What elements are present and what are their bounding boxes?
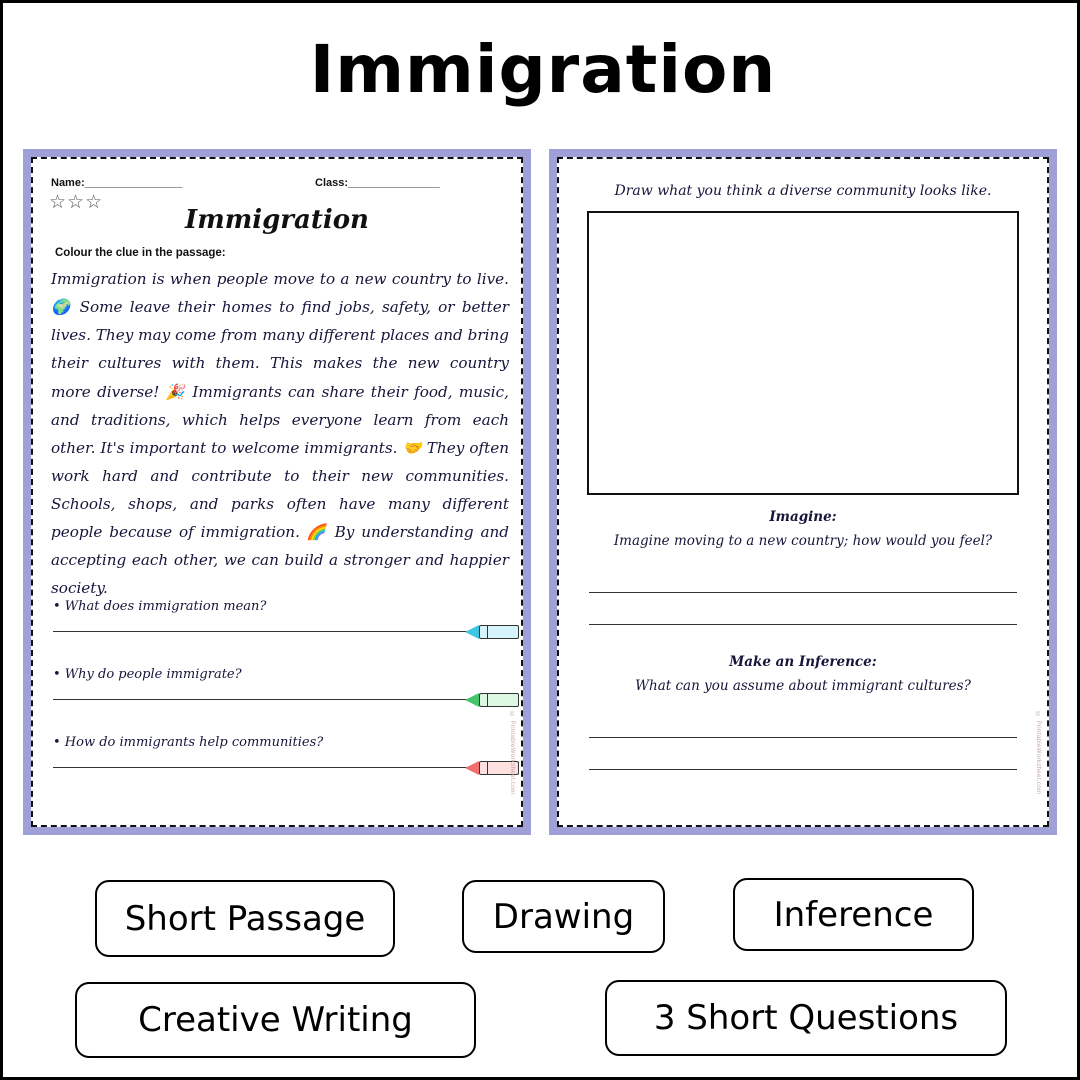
rating-stars-icon: ☆☆☆: [49, 192, 104, 213]
imagine-answer-line-2[interactable]: [589, 623, 1017, 625]
class-field-label[interactable]: Class:_______________: [315, 177, 440, 189]
imagine-heading: Imagine:: [769, 509, 837, 525]
tag-creative-writing[interactable]: Creative Writing: [75, 982, 476, 1058]
answer-line-2[interactable]: [53, 698, 478, 700]
inference-answer-line-2[interactable]: [589, 768, 1017, 770]
crayon-icon-green: [465, 690, 521, 710]
worksheet-page-right-inner: [557, 157, 1049, 827]
reading-passage: Immigration is when people move to a new country to live. 🌍 Some leave their homes to find jobs, safety, or better lives. They may come from many different places and bring their cultures with them. This makes the new country more diverse! 🎉 Immigrants can share their food, music, and traditions, which helps everyone learn from each other. It's important to welcome immigrants. 🤝 They often work hard and contribute to their new communities. Schools, shops, and parks often have many different people because of immigration. 🌈 By understanding and accepting each other, we can build a stronger and happier society.: [51, 270, 509, 598]
question-text-1: • What does immigration mean?: [53, 599, 267, 614]
worksheet-page-left-inner: [31, 157, 523, 827]
question-block-1: [53, 599, 483, 632]
inference-prompt: What can you assume about immigrant cultures?: [635, 678, 971, 694]
instruction-text: Colour the clue in the passage:: [55, 247, 226, 259]
answer-line-1[interactable]: [53, 630, 478, 632]
name-field-label[interactable]: Name:________________: [51, 177, 183, 189]
inference-heading: Make an Inference:: [729, 654, 877, 670]
drawing-prompt: Draw what you think a diverse community looks like.: [614, 183, 992, 199]
tag-short-passage[interactable]: Short Passage: [95, 880, 395, 957]
question-block-3: [53, 735, 483, 768]
answer-line-3[interactable]: [53, 766, 478, 768]
question-block-2: [53, 667, 483, 700]
tag-drawing[interactable]: Drawing: [462, 880, 665, 953]
crayon-icon-blue: [465, 622, 521, 642]
worksheet-page-left: [23, 149, 531, 835]
worksheet-page-right: [549, 149, 1057, 835]
imagine-prompt: Imagine moving to a new country; how would you feel?: [613, 533, 993, 549]
worksheet-title: Immigration: [185, 205, 369, 235]
drawing-area[interactable]: [587, 211, 1019, 495]
tag-inference[interactable]: Inference: [733, 878, 974, 951]
question-text-3: • How do immigrants help communities?: [53, 735, 324, 750]
question-text-2: • Why do people immigrate?: [53, 667, 242, 682]
imagine-answer-line-1[interactable]: [589, 591, 1017, 593]
watermark-left: © PrintableWorksheet.com: [509, 712, 515, 795]
page-title: Immigration: [309, 31, 777, 108]
tag-3-short-questions[interactable]: 3 Short Questions: [605, 980, 1007, 1056]
inference-answer-line-1[interactable]: [589, 736, 1017, 738]
watermark-right: © PrintableWorksheet.com: [1035, 712, 1041, 795]
